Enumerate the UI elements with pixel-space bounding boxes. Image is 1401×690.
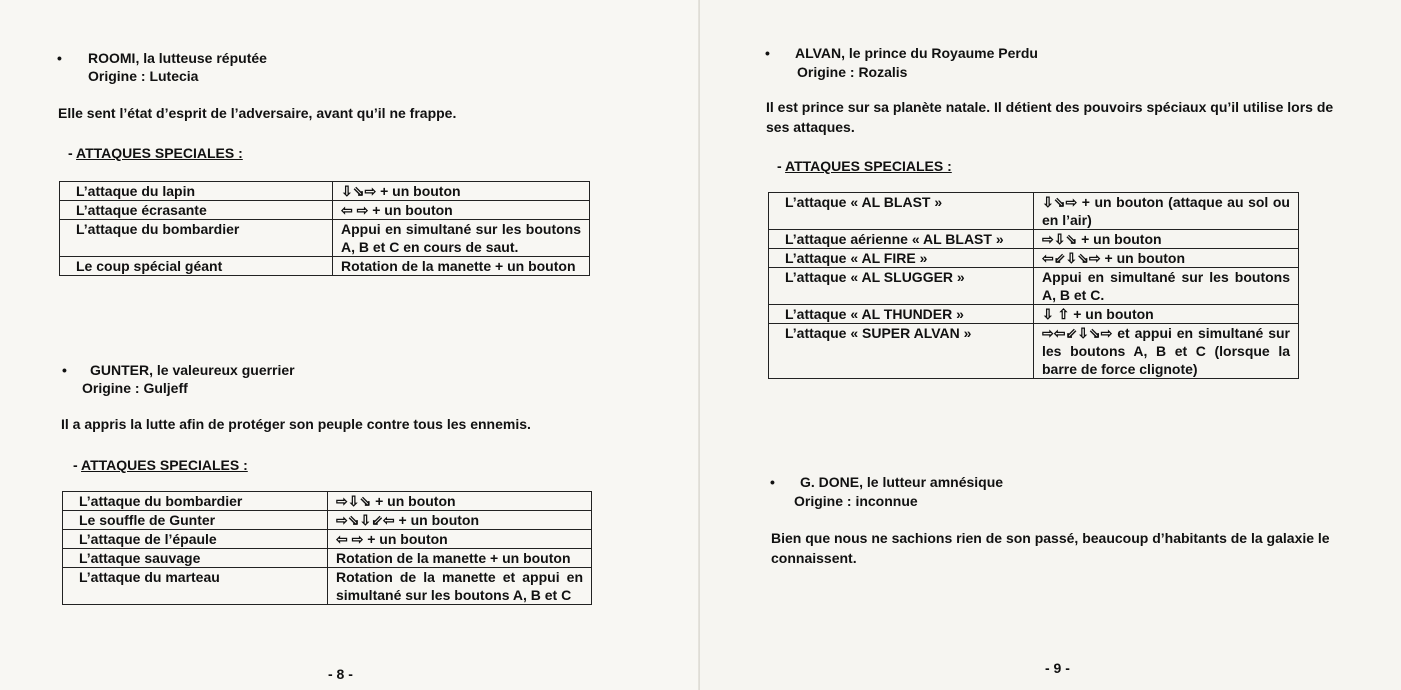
attack-command: ⇩⇘⇨ + un bouton [333, 182, 590, 201]
character-description: Il a appris la lutte afin de protéger son peuple contre tous les ennemis. [61, 416, 531, 432]
character-description: Bien que nous ne sachions rien de son passé, beaucoup d’habitants de la galaxie le connaissent. [771, 530, 1330, 566]
table-row [769, 268, 1299, 305]
bullet-icon: • [765, 45, 770, 61]
attack-name: L’attaque « AL THUNDER » [769, 305, 1034, 324]
attack-name: L’attaque écrasante [60, 201, 333, 220]
attack-name: L’attaque du bombardier [60, 220, 333, 257]
section-heading: - ATTAQUES SPECIALES : [68, 145, 243, 161]
attack-command: ⇨⇦⇙⇩⇘⇨ et appui en simultané sur les boutons A, B et C (lorsque la barre de force clignote) [1034, 324, 1299, 379]
character-description: Il est prince sur sa planète natale. Il détient des pouvoirs spéciaux qu’il utilise lors de ses attaques. [766, 99, 1334, 135]
attack-command: ⇩⇘⇨ + un bouton (attaque au sol ou en l’air) [1034, 193, 1299, 230]
attack-name: L’attaque « AL BLAST » [769, 193, 1034, 230]
attack-command: ⇨⇩⇘ + un bouton [1034, 230, 1299, 249]
table-row [63, 511, 592, 530]
attack-command: ⇦ ⇨ + un bouton [333, 201, 590, 220]
character-description: Elle sent l’état d’esprit de l’adversaire, avant qu’il ne frappe. [58, 105, 457, 121]
attack-name: L’attaque du lapin [60, 182, 333, 201]
table-row [60, 201, 590, 220]
table-row [63, 568, 592, 605]
attack-name: Le souffle de Gunter [63, 511, 328, 530]
attack-name: L’attaque « SUPER ALVAN » [769, 324, 1034, 379]
table-row [63, 492, 592, 511]
character-name: G. DONE, le lutteur amnésique [800, 474, 1004, 490]
character-name: GUNTER, le valeureux guerrier [90, 362, 295, 378]
table-row [769, 305, 1299, 324]
attack-command: Rotation de la manette et appui en simultané sur les boutons A, B et C [328, 568, 592, 605]
attacks-table-alvan [768, 192, 1299, 379]
attack-command: ⇦⇙⇩⇘⇨ + un bouton [1034, 249, 1299, 268]
section-heading: - ATTAQUES SPECIALES : [777, 158, 952, 174]
section-heading: - ATTAQUES SPECIALES : [73, 457, 248, 473]
page-number: - 9 - [1045, 660, 1070, 676]
bullet-icon: • [62, 362, 67, 378]
attack-command: ⇩ ⇧ + un bouton [1034, 305, 1299, 324]
table-row [769, 249, 1299, 268]
character-name: ROOMI, la lutteuse réputée [88, 50, 267, 66]
attack-command: ⇦ ⇨ + un bouton [328, 530, 592, 549]
right-page [700, 0, 1401, 690]
attack-command: ⇨⇘⇩⇙⇦ + un bouton [328, 511, 592, 530]
character-origin: Origine : inconnue [794, 493, 918, 509]
attack-name: L’attaque du bombardier [63, 492, 328, 511]
attack-name: L’attaque de l’épaule [63, 530, 328, 549]
character-origin: Origine : Guljeff [82, 380, 188, 396]
attack-name: L’attaque du marteau [63, 568, 328, 605]
bullet-icon: • [57, 50, 62, 66]
table-row [60, 220, 590, 257]
table-row [769, 193, 1299, 230]
left-page [0, 0, 700, 690]
table-row [60, 182, 590, 201]
table-row [63, 530, 592, 549]
attack-command: ⇨⇩⇘ + un bouton [328, 492, 592, 511]
attacks-table-roomi [59, 181, 590, 276]
attacks-table-gunter [62, 491, 592, 605]
attack-name: L’attaque « AL SLUGGER » [769, 268, 1034, 305]
character-origin: Origine : Rozalis [797, 64, 908, 80]
bullet-icon: • [770, 474, 775, 490]
character-origin: Origine : Lutecia [88, 68, 199, 84]
table-row [769, 324, 1299, 379]
attack-command: Appui en simultané sur les boutons A, B et C en cours de saut. [333, 220, 590, 257]
table-row [60, 257, 590, 276]
table-row [63, 549, 592, 568]
character-name: ALVAN, le prince du Royaume Perdu [795, 45, 1038, 61]
attack-name: L’attaque « AL FIRE » [769, 249, 1034, 268]
attack-name: Le coup spécial géant [60, 257, 333, 276]
attack-command: Appui en simultané sur les boutons A, B et C. [1034, 268, 1299, 305]
page-number: - 8 - [328, 666, 353, 682]
attack-command: Rotation de la manette + un bouton [328, 549, 592, 568]
table-row [769, 230, 1299, 249]
attack-command: Rotation de la manette + un bouton [333, 257, 590, 276]
attack-name: L’attaque sauvage [63, 549, 328, 568]
attack-name: L’attaque aérienne « AL BLAST » [769, 230, 1034, 249]
